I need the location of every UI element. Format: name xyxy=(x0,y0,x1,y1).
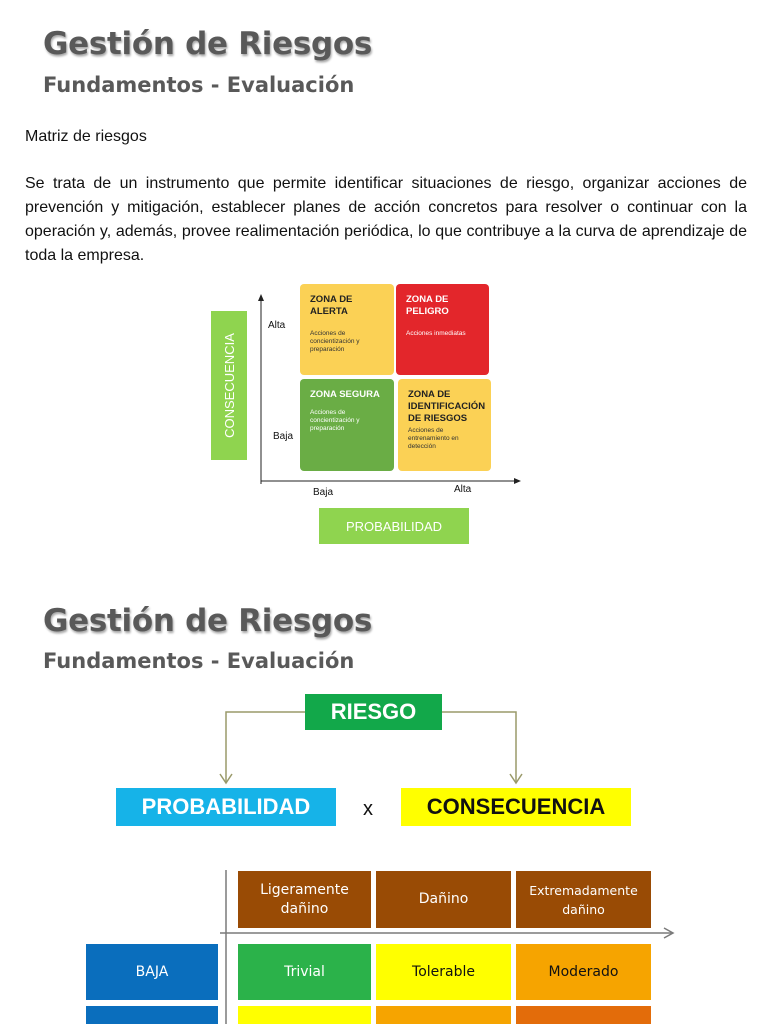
slide2-subtitle: Fundamentos - Evaluación xyxy=(43,649,355,673)
header-danino: Dañino xyxy=(376,871,511,928)
zone-danger-desc: Acciones inmediatas xyxy=(406,330,466,337)
consequence-label: CONSECUENCIA xyxy=(401,788,631,826)
zone-danger xyxy=(396,284,489,375)
zone-safe xyxy=(300,379,394,471)
matrix-caption: Matriz de riesgos xyxy=(25,128,147,145)
x-low-label: Baja xyxy=(313,487,334,498)
next-row-cell-3-partial xyxy=(516,1006,651,1024)
cell-trivial: Trivial xyxy=(238,944,371,1000)
x-high-label: Alta xyxy=(454,484,472,495)
zone-alert xyxy=(300,284,394,375)
consequence-axis-label-box xyxy=(211,311,247,460)
risk-label: RIESGO xyxy=(305,694,442,730)
slide2-title: Gestión de Riesgos xyxy=(43,603,373,639)
consequence-axis-label: CONSECUENCIA xyxy=(221,333,237,438)
slide1-subtitle: Fundamentos - Evaluación xyxy=(43,73,355,97)
connector-left xyxy=(226,712,306,782)
zone-safe-desc: Acciones de concientización y preparación xyxy=(310,409,360,432)
zone-danger-title: ZONA DE PELIGRO xyxy=(406,294,449,317)
header-extremadamente-danino: Extremadamente dañino xyxy=(516,871,651,928)
y-axis-arrow xyxy=(258,294,264,301)
zone-alert-title: ZONA DE ALERTA xyxy=(310,294,353,317)
next-row-cell-2-partial xyxy=(376,1006,511,1024)
row-label-baja: BAJA xyxy=(86,944,218,1000)
multiply-sign: x xyxy=(363,798,373,820)
next-row-label-partial xyxy=(86,1006,218,1024)
probability-axis-label: PROBABILIDAD xyxy=(319,508,469,544)
zone-safe-title: ZONA SEGURA xyxy=(310,389,380,400)
matrix-description: Se trata de un instrumento que permite identificar situaciones de riesgo, organizar acciones de prevención y mitigación, establecer planes de acción concretos para resolver o continuar con la operación y, además, provee realimentación periódica, lo que contribuye a la curva de aprendizaje de toda la empresa. xyxy=(25,175,747,264)
zone-identification xyxy=(398,379,491,471)
connector-right xyxy=(442,712,516,782)
header-ligeramente-danino: Ligeramente dañino xyxy=(238,871,371,928)
cell-tolerable: Tolerable xyxy=(376,944,511,1000)
next-row-cell-1-partial xyxy=(238,1006,371,1024)
x-axis-arrow xyxy=(514,478,521,484)
y-low-label: Baja xyxy=(273,431,294,442)
y-high-label: Alta xyxy=(268,320,286,331)
zone-alert-desc: Acciones de concientización y preparación xyxy=(310,330,360,353)
slide1-title: Gestión de Riesgos xyxy=(43,26,373,62)
cell-moderado: Moderado xyxy=(516,944,651,1000)
zone-identification-title: ZONA DE IDENTIFICACIÓN DE RIESGOS xyxy=(408,389,486,424)
zone-identification-desc: Acciones de entrenamiento en detección xyxy=(408,427,459,450)
probability-label: PROBABILIDAD xyxy=(116,788,336,826)
